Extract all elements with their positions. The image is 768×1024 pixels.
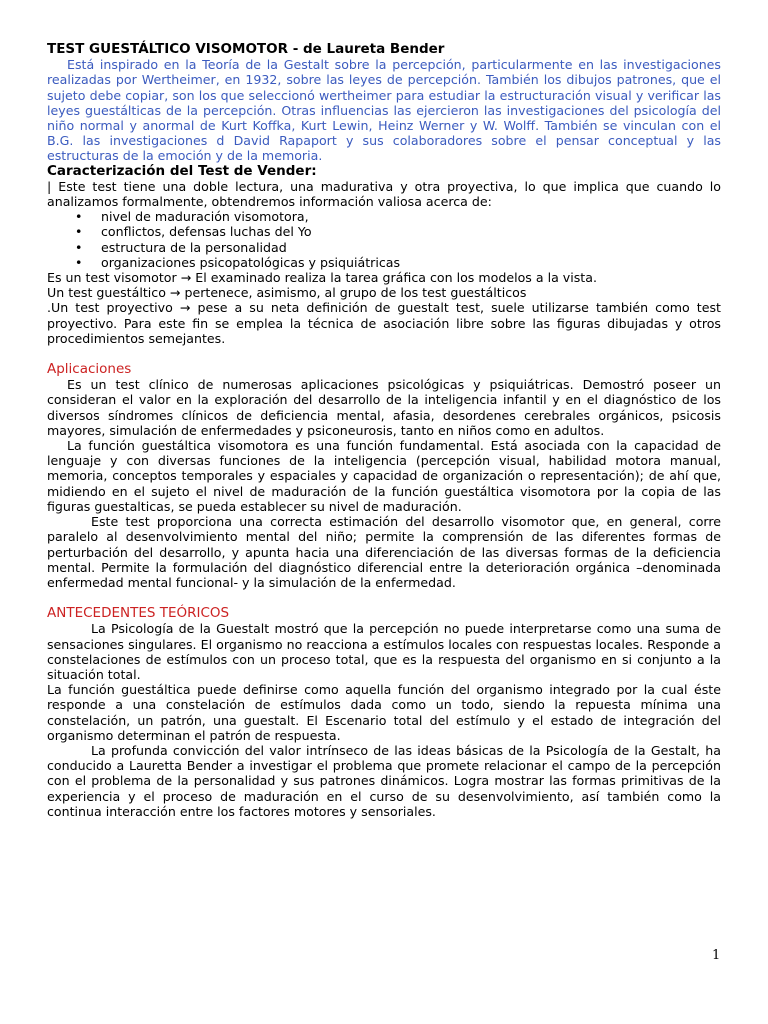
page-number: 1	[712, 948, 721, 963]
list-item: • estructura de la personalidad	[101, 240, 721, 255]
antecedentes-heading: ANTECEDENTES TEÓRICOS	[47, 605, 230, 622]
guestaltico-line: Un test guestáltico → pertenece, asimismo, al grupo de los test guestálticos	[47, 285, 527, 301]
caracterizacion-heading: Caracterización del Test de Vender:	[47, 162, 317, 179]
proyectivo-paragraph: .Un test proyectivo → pese a su neta definición de guestalt test, suele utilizarse también como test proyectivo. Para este fin se emplea la técnica de asociación libre sobre las figuras dibujadas y otros procedimientos semejantes.	[47, 300, 721, 346]
caracterizacion-paragraph: | Este test tiene una doble lectura, una madurativa y otra proyectiva, lo que implica que cuando lo analizamos formalmente, obtendremos información valiosa acerca de:	[47, 178, 721, 210]
aplicaciones-paragraph-2: La función guestáltica visomotora es una función fundamental. Está asociada con la capacidad de lenguaje y con diversas funciones de la inteligencia (percepción visual, habilidad motora manual, memoria, conceptos temporales y espaciales y capacidad de organización o representación); de ahí que, midiendo en el sujeto el nivel de maduración de la función guestáltica visomotora por la copia de las figuras guestalticas, se pueda establecer su nivel de maduración.	[47, 438, 721, 514]
antecedentes-paragraph-1: La Psicología de la Guestalt mostró que la percepción no puede interpretarse como una suma de sensaciones singulares. El organismo no reacciona a estímulos locales con respuestas locales. Responde a constelaciones de estímulos con un proceso total, que es la respuesta del organismo en si conjunto a la situación total.	[47, 621, 721, 682]
document-title: TEST GUESTÁLTICO VISOMOTOR - de Laureta Bender	[47, 41, 445, 57]
antecedentes-paragraph-3: La profunda convicción del valor intrínseco de las ideas básicas de la Psicología de la Gestalt, ha conducido a Lauretta Bender a investigar el problema que promete relacionar el campo de la percepción con el problema de la personalidad y sus patrones dinámicos. Logra mostrar las formas primitivas de la experiencia y el proceso de maduración en el curso de su desenvolvimiento, así también como la continua interacción entre los factores motores y sensoriales.	[47, 742, 721, 819]
antecedentes-paragraph-2: La función guestáltica puede definirse como aquella función del organismo integrado por la cual éste responde a una constelación de estímulos dada como un todo, siendo la repuesta mínima una constelación, un patrón, una guestalt. El Escenario total del estímulo y el estado de integración del organismo determinan el patrón de respuesta.	[47, 682, 721, 743]
list-item: • organizaciones psicopatológicas y psiquiátricas	[101, 255, 721, 270]
aplicaciones-heading: Aplicaciones	[47, 361, 132, 378]
list-item: • nivel de maduración visomotora,	[101, 209, 721, 224]
aplicaciones-paragraph-1: Es un test clínico de numerosas aplicaciones psicológicas y psiquiátricas. Demostró poseer un consideran el valor en la exploración del desarrollo de la inteligencia infantil y en el diagnóstico de los diversos síndromes clínicos de deficiencia mental, afasia, desordenes cerebrales orgánicos, psicosis mayores, simulación de enfermedades y psiconeurosis, tanto en niños como en adultos.	[47, 377, 721, 438]
intro-paragraph: Está inspirado en la Teoría de la Gestalt sobre la percepción, particularmente en las investigaciones realizadas por Wertheimer, en 1932, sobre las leyes de percepción. También los dibujos patrones, que el sujeto debe copiar, son los que seleccionó wertheimer para estudiar la estructuración visual y verificar las leyes guestálticas de la percepción. Otras influencias las ejercieron las investigaciones del psicología del niño normal y anormal de Kurt Koffka, Kurt Lewin, Heinz Werner y W. Wolff. También se vinculan con el B.G. las investigaciones d David Rapaport y sus colaboradores sobre el pensar conceptual y las estructuras de la emoción y de la memoria.	[47, 57, 721, 164]
document-page	[47, 42, 721, 819]
visomotor-line: Es un test visomotor → El examinado realiza la tarea gráfica con los modelos a la vista.	[47, 270, 597, 286]
list-item: • conflictos, defensas luchas del Yo	[101, 224, 721, 239]
caracterizacion-list	[47, 209, 721, 270]
aplicaciones-paragraph-3: Este test proporciona una correcta estimación del desarrollo visomotor que, en general, corre paralelo al desenvolvimiento mental del niño; permite la comprensión de las diferentes formas de perturbación del desarrollo, y apunta hacia una diferenciación de las diversas formas de la deficiencia mental. Permite la formulación del diagnóstico diferencial entre la deterioración orgánica –denominada enfermedad mental funcional- y la simulación de la enfermedad.	[47, 514, 721, 590]
